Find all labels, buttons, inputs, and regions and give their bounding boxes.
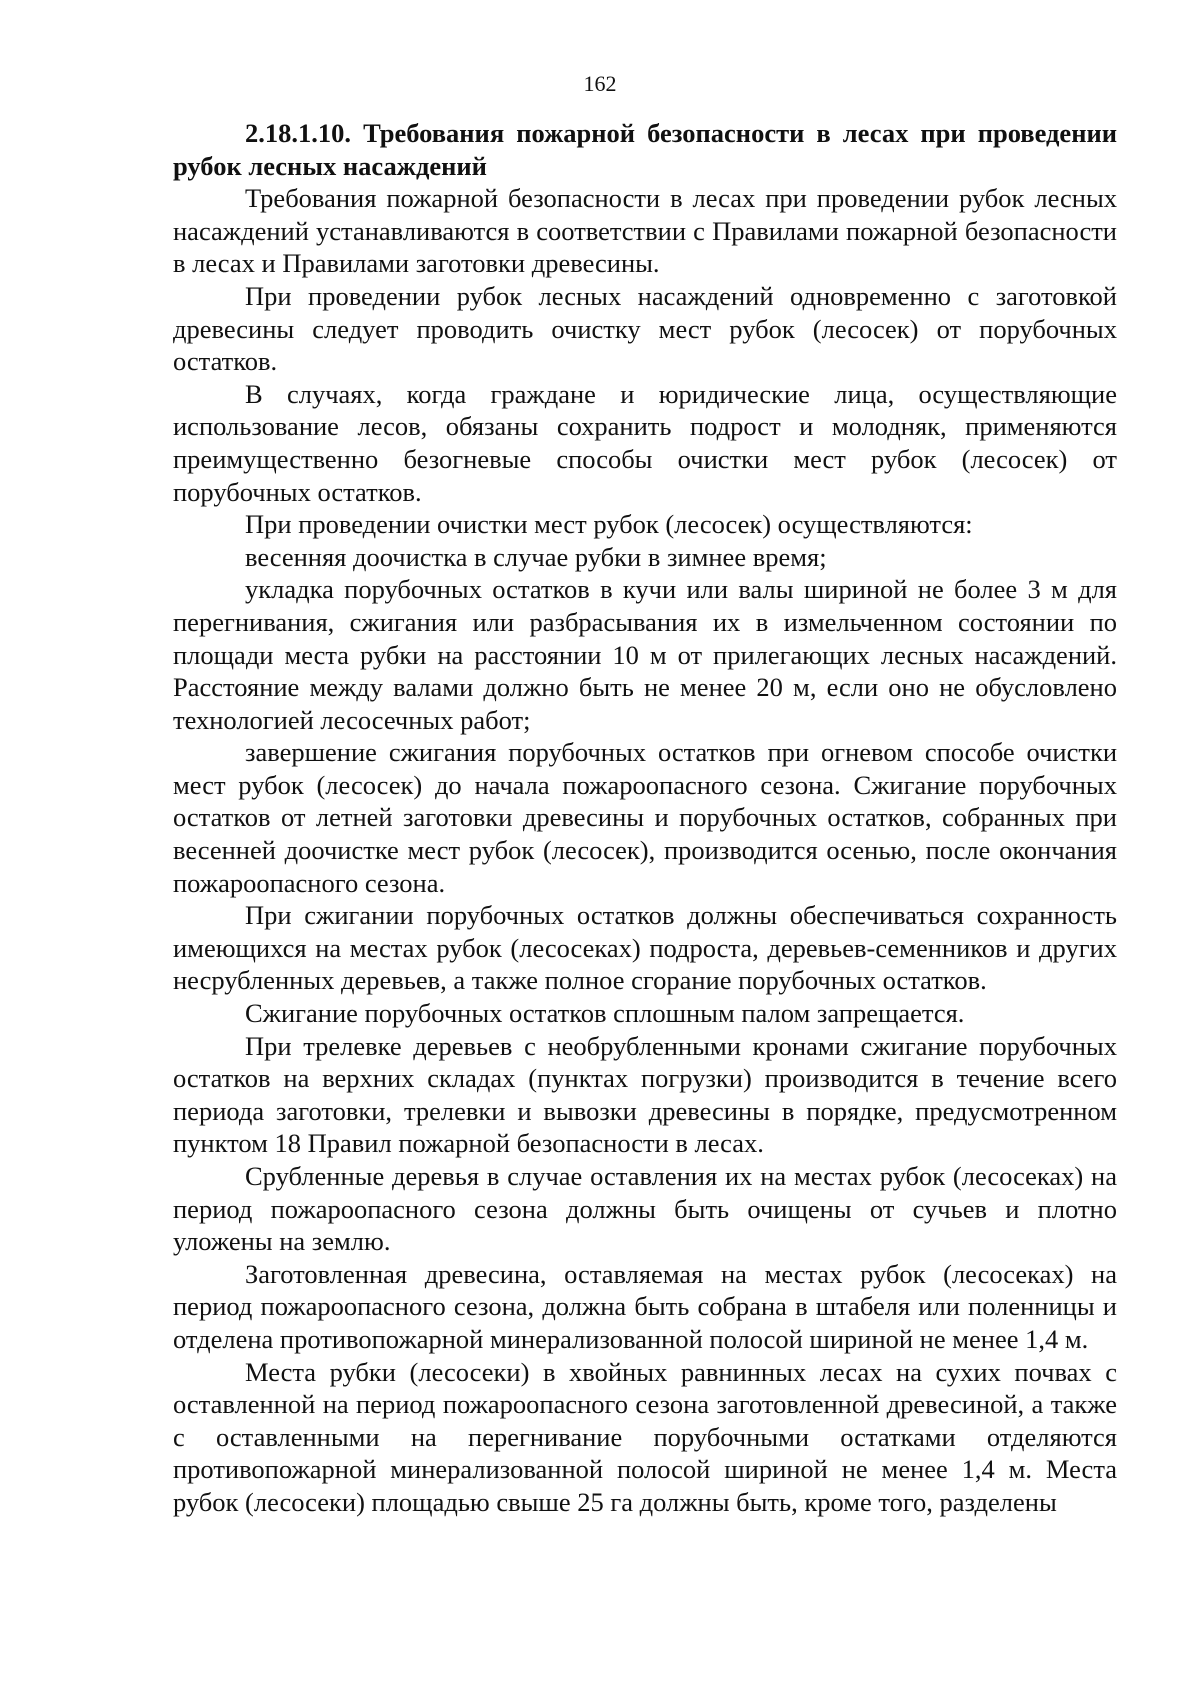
list-item: завершение сжигания порубочных остатков при огневом способе очистки мест рубок (лесосек) до начала пожароопасного сезона. Сжигание порубочных остатков от летней заготовки древесины и порубочных остатков, собранных при весенней доочистке мест рубок (лесосек), производится осенью, после окончания пожароопасного сезона. <box>173 737 1117 898</box>
list-item: весенняя доочистка в случае рубки в зимнее время; <box>245 541 827 572</box>
section-title: Требования пожарной безопасности в лесах при проведении рубок лесных насаждений <box>173 118 1117 181</box>
paragraph: Заготовленная древесина, оставляемая на местах рубок (лесосеках) на период пожароопасного сезона, должна быть собрана в штабеля или поленницы и отделена противопожарной минерализованной полосой шириной не менее 1,4 м. <box>173 1258 1117 1354</box>
paragraph: При трелевке деревьев с необрубленными кронами сжигание порубочных остатков на верхних складах (пунктах погрузки) производится в течение всего периода заготовки, трелевки и вывозки древесины в порядке, предусмотренном пунктом 18 Правил пожарной безопасности в лесах. <box>173 1030 1117 1159</box>
page-body <box>173 117 1117 1519</box>
paragraph: Места рубки (лесосеки) в хвойных равнинных лесах на сухих почвах с оставленной на период пожароопасного сезона заготовленной древесиной, а также с оставленными на перегнивание порубочными остатками отделяются противопожарной минерализованной полосой шириной не менее 1,4 м. Места рубок (лесосеки) площадью свыше 25 га должны быть, кроме того, разделены <box>173 1356 1117 1517</box>
paragraph: При сжигании порубочных остатков должны обеспечиваться сохранность имеющихся на местах рубок (лесосеках) подроста, деревьев-семенников и других несрубленных деревьев, а также полное сгорание порубочных остатков. <box>173 900 1117 996</box>
paragraph: При проведении очистки мест рубок (лесосек) осуществляются: <box>245 509 973 540</box>
list-item: укладка порубочных остатков в кучи или валы шириной не более 3 м для перегнивания, сжигания или разбрасывания их в измельченном состоянии по площади места рубки на расстоянии 10 м от прилегающих лесных насаждений. Расстояние между валами должно быть не менее 20 м, если оно не обусловлено технологией лесосечных работ; <box>173 574 1117 735</box>
paragraph: Требования пожарной безопасности в лесах при проведении рубок лесных насаждений устанавливаются в соответствии с Правилами пожарной безопасности в лесах и Правилами заготовки древесины. <box>173 183 1117 279</box>
section-number: 2.18.1.10. <box>245 118 351 148</box>
paragraph: Срубленные деревья в случае оставления их на местах рубок (лесосеках) на период пожароопасного сезона должны быть очищены от сучьев и плотно уложены на землю. <box>173 1161 1117 1257</box>
paragraph: В случаях, когда граждане и юридические лица, осуществляющие использование лесов, обязаны сохранить подрост и молодняк, применяются преимущественно безогневые способы очистки мест рубок (лесосек) от порубочных остатков. <box>173 378 1117 507</box>
paragraph: При проведении рубок лесных насаждений одновременно с заготовкой древесины следует проводить очистку мест рубок (лесосек) от порубочных остатков. <box>173 280 1117 377</box>
page-number: 162 <box>583 71 617 96</box>
section-heading <box>173 117 1117 182</box>
paragraph: Сжигание порубочных остатков сплошным палом запрещается. <box>245 998 965 1029</box>
